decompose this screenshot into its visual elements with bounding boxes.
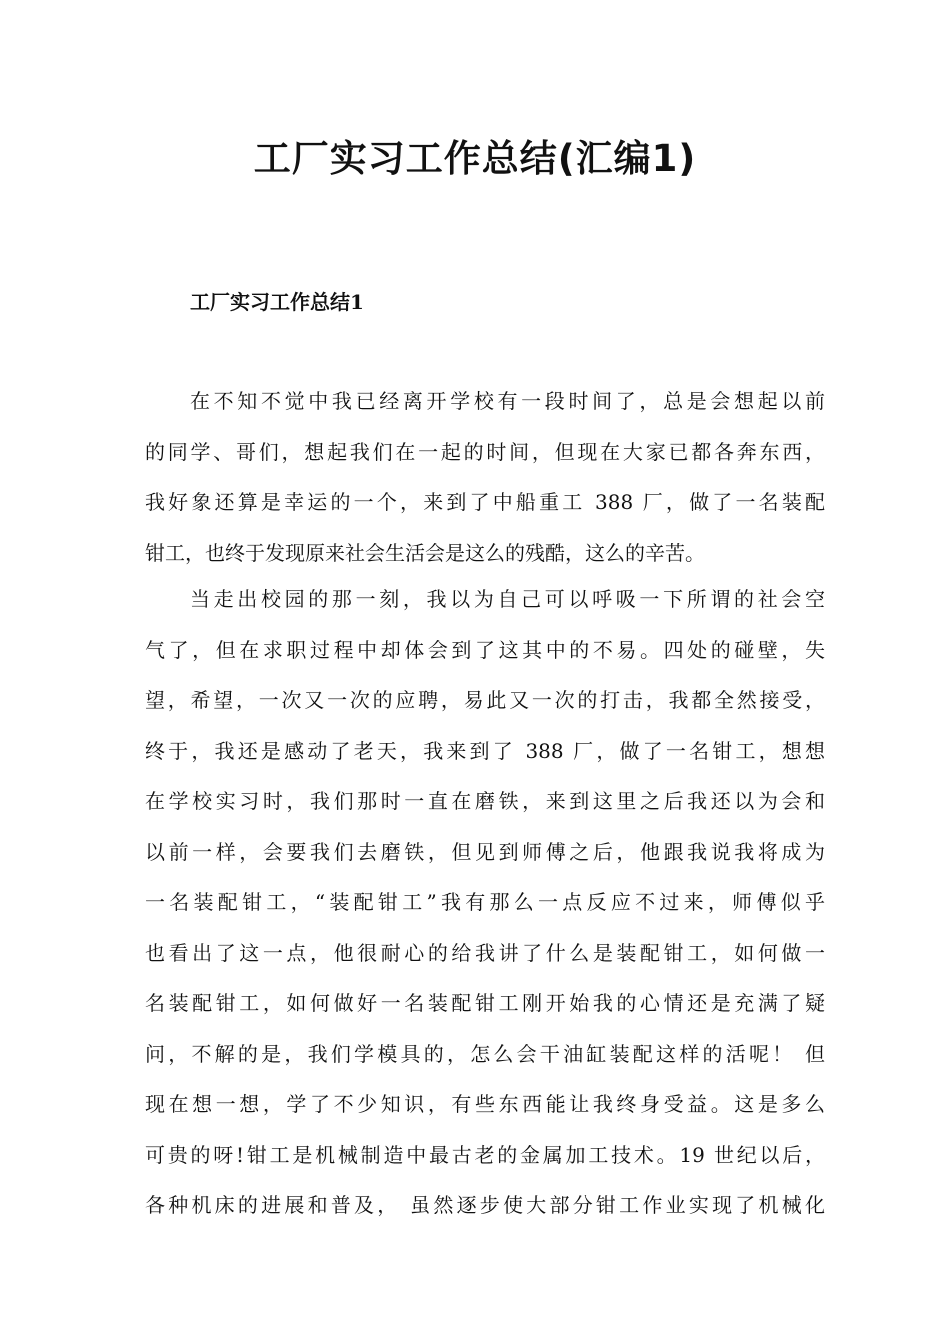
paragraph-line: 望，希望，一次又一次的应聘，易此又一次的打击，我都全然接受， xyxy=(145,688,825,712)
paragraph-line: 终于，我还是感动了老天，我来到了 388 厂，做了一名钳工，想想 xyxy=(145,738,825,763)
paragraph-line: 一名装配钳工，“装配钳工”我有那么一点反应不过来，师傅似乎 xyxy=(145,890,825,914)
paragraph-2 xyxy=(145,585,825,1242)
paragraph-line: 的同学、哥们，想起我们在一起的时间，但现在大家已都各奔东西， xyxy=(145,439,825,464)
paragraph-line: 当走出校园的那一刻，我以为自己可以呼吸一下所谓的社会空 xyxy=(190,587,825,611)
paragraph-line: 各种机床的进展和普及， 虽然逐步使大部分钳工作业实现了机械化 xyxy=(145,1193,825,1217)
paragraph-line: 可贵的呀!钳工是机械制造中最古老的金属加工技术。19 世纪以后， xyxy=(145,1142,825,1167)
paragraph-line: 名装配钳工，如何做好一名装配钳工刚开始我的心情还是充满了疑 xyxy=(145,991,825,1015)
paragraph-line: 钳工，也终于发现原来社会生活会是这么的残酷，这么的辛苦。 xyxy=(145,540,705,565)
paragraph-line: 以前一样，会要我们去磨铁，但见到师傅之后，他跟我说我将成为 xyxy=(145,839,825,864)
paragraph-line: 我好象还算是幸运的一个，来到了中船重工 388 厂，做了一名装配 xyxy=(145,490,825,514)
paragraph-line: 在学校实习时，我们那时一直在磨铁，来到这里之后我还以为会和 xyxy=(145,789,825,813)
paragraph-line: 问，不解的是，我们学模具的，怎么会干油缸装配这样的活呢！ 但 xyxy=(145,1041,825,1066)
section-heading: 工厂实习工作总结1 xyxy=(190,290,364,314)
paragraph-line: 也看出了这一点，他很耐心的给我讲了什么是装配钳工，如何做一 xyxy=(145,940,825,965)
paragraph-line: 在不知不觉中我已经离开学校有一段时间了，总是会想起以前 xyxy=(190,389,825,413)
document-title: 工厂实习工作总结(汇编1) xyxy=(253,137,697,180)
paragraph-line: 气了，但在求职过程中却体会到了这其中的不易。四处的碰壁，失 xyxy=(145,637,825,662)
paragraph-line: 现在想一想，学了不少知识，有些东西能让我终身受益。这是多么 xyxy=(145,1092,825,1116)
paragraph-1 xyxy=(145,387,825,589)
